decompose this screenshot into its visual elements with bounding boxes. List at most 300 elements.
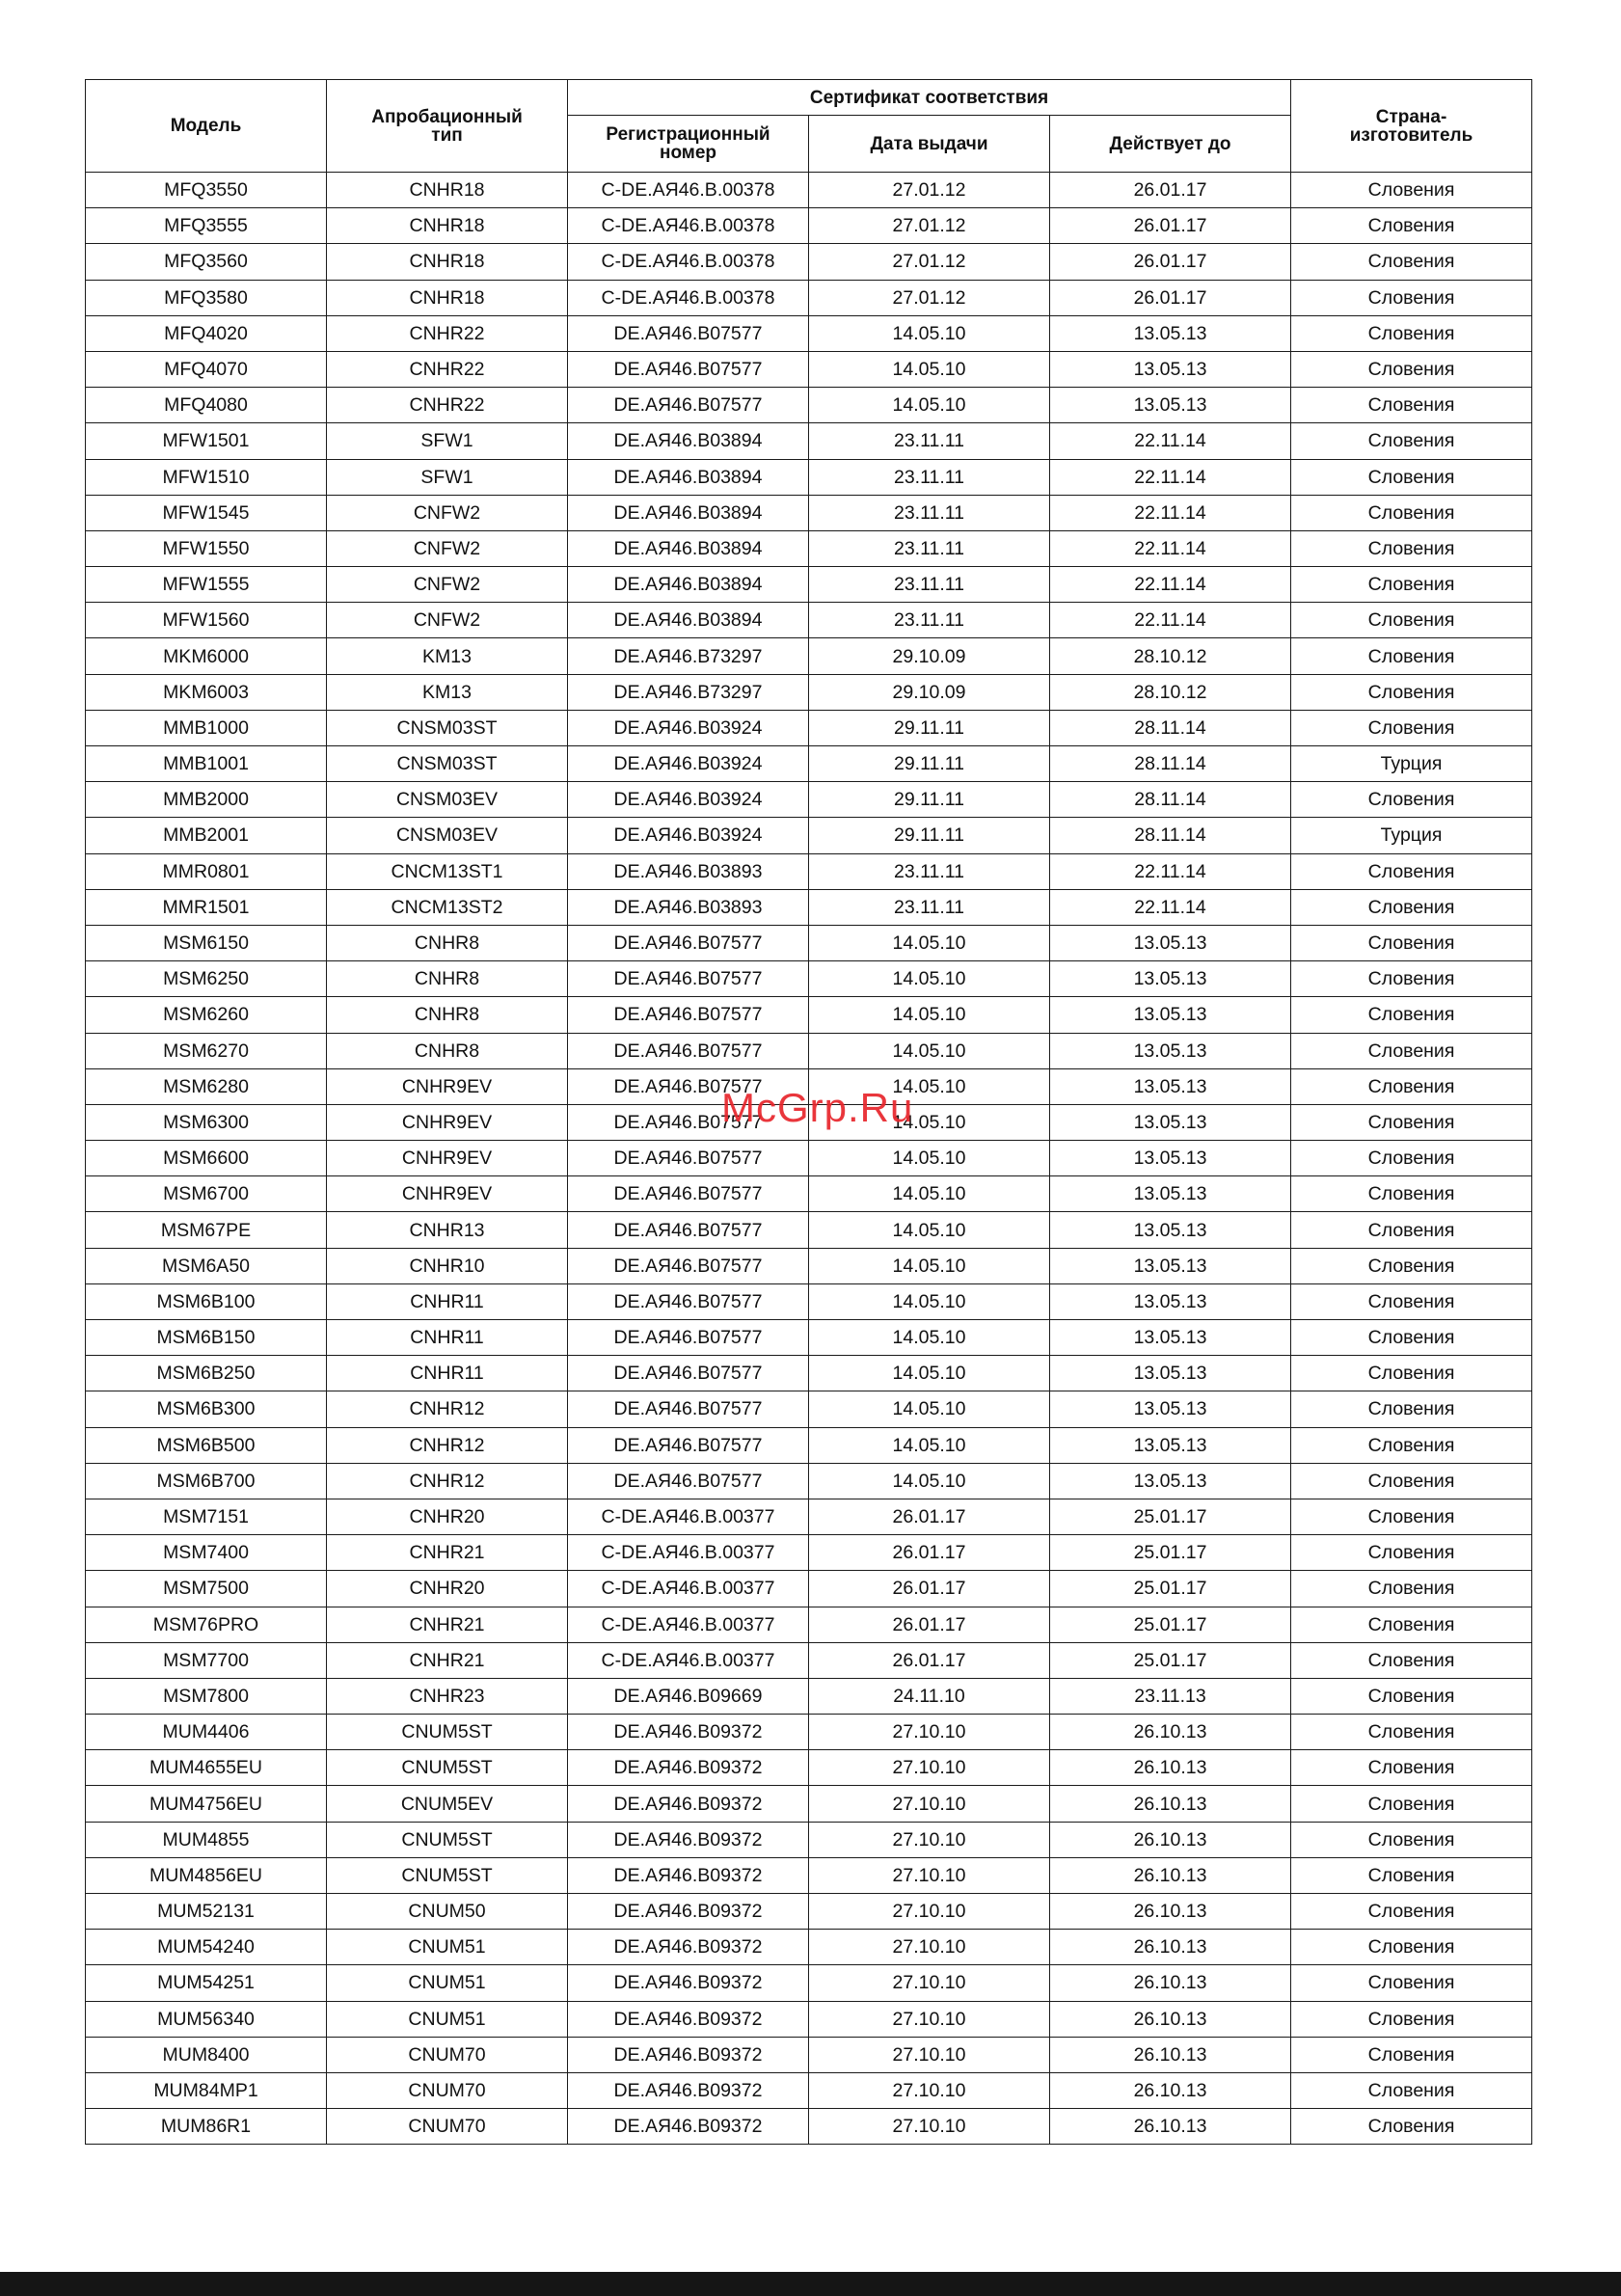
cell-reg-number: DE.АЯ46.B07577 (568, 1463, 809, 1499)
cell-reg-number: DE.АЯ46.B07577 (568, 1104, 809, 1140)
table-row (86, 1965, 1532, 2001)
header-issue-date: Дата выдачи (809, 116, 1050, 173)
table-row (86, 2072, 1532, 2108)
cell-valid-until: 13.05.13 (1050, 388, 1291, 423)
cell-country: Словения (1291, 1356, 1532, 1391)
cell-country: Словения (1291, 1212, 1532, 1248)
table-row (86, 1857, 1532, 1893)
cell-issue-date: 23.11.11 (809, 495, 1050, 530)
cell-valid-until: 13.05.13 (1050, 997, 1291, 1033)
cell-reg-number: DE.АЯ46.B09372 (568, 2037, 809, 2072)
cell-type: CNUM70 (327, 2109, 568, 2145)
table-row (86, 244, 1532, 280)
cell-type: CNHR20 (327, 1499, 568, 1534)
table-row (86, 818, 1532, 853)
cell-issue-date: 26.01.17 (809, 1499, 1050, 1534)
cell-model: MSM7500 (86, 1571, 327, 1607)
cell-reg-number: DE.АЯ46.B09372 (568, 2072, 809, 2108)
cell-valid-until: 13.05.13 (1050, 1104, 1291, 1140)
header-type: Апробационный тип (327, 80, 568, 173)
table-row (86, 1427, 1532, 1463)
cell-issue-date: 29.11.11 (809, 710, 1050, 745)
cell-model: MSM7700 (86, 1642, 327, 1678)
cell-country: Словения (1291, 1642, 1532, 1678)
cell-model: MFQ3560 (86, 244, 327, 280)
table-row (86, 961, 1532, 997)
table-row (86, 1894, 1532, 1930)
cell-model: MUM86R1 (86, 2109, 327, 2145)
cell-valid-until: 13.05.13 (1050, 1283, 1291, 1319)
cell-reg-number: DE.АЯ46.B07577 (568, 1068, 809, 1104)
table-row (86, 1535, 1532, 1571)
table-row (86, 997, 1532, 1033)
cell-model: MSM6B150 (86, 1320, 327, 1356)
cell-type: CNHR9EV (327, 1176, 568, 1212)
cell-type: CNUM51 (327, 1930, 568, 1965)
cell-country: Словения (1291, 2072, 1532, 2108)
cell-model: MSM6B300 (86, 1391, 327, 1427)
cell-model: MFW1550 (86, 530, 327, 566)
cell-issue-date: 14.05.10 (809, 1283, 1050, 1319)
table-row (86, 782, 1532, 818)
cell-reg-number: DE.АЯ46.B03894 (568, 459, 809, 495)
cell-model: MFW1560 (86, 603, 327, 638)
cell-type: CNUM5ST (327, 1750, 568, 1786)
cell-reg-number: DE.АЯ46.B03894 (568, 423, 809, 459)
table-row (86, 1678, 1532, 1714)
cell-issue-date: 27.01.12 (809, 244, 1050, 280)
cell-type: CNHR8 (327, 925, 568, 960)
cell-reg-number: DE.АЯ46.B09372 (568, 1715, 809, 1750)
cell-reg-number: DE.АЯ46.B09372 (568, 1965, 809, 2001)
table-row (86, 1391, 1532, 1427)
cell-country: Словения (1291, 1678, 1532, 1714)
cell-country: Словения (1291, 1033, 1532, 1068)
cell-model: MFW1545 (86, 495, 327, 530)
cell-model: MKM6000 (86, 638, 327, 674)
table-row (86, 710, 1532, 745)
cell-valid-until: 26.01.17 (1050, 244, 1291, 280)
cell-country: Словения (1291, 961, 1532, 997)
cell-type: CNHR21 (327, 1535, 568, 1571)
cell-type: CNSM03ST (327, 746, 568, 782)
cell-reg-number: C-DE.АЯ46.B.00377 (568, 1642, 809, 1678)
cell-issue-date: 14.05.10 (809, 1141, 1050, 1176)
table-row (86, 173, 1532, 208)
cell-valid-until: 26.10.13 (1050, 1857, 1291, 1893)
header-reg-number: Регистрационный номер (568, 116, 809, 173)
header-row-top (86, 80, 1532, 116)
cell-issue-date: 23.11.11 (809, 567, 1050, 603)
cell-issue-date: 26.01.17 (809, 1607, 1050, 1642)
cell-model: MSM6280 (86, 1068, 327, 1104)
cell-issue-date: 27.10.10 (809, 1965, 1050, 2001)
cell-model: MUM84MP1 (86, 2072, 327, 2108)
cell-country: Словения (1291, 1499, 1532, 1534)
table-row (86, 495, 1532, 530)
cell-valid-until: 26.10.13 (1050, 1715, 1291, 1750)
cell-type: CNHR8 (327, 1033, 568, 1068)
cell-valid-until: 13.05.13 (1050, 1248, 1291, 1283)
cell-reg-number: DE.АЯ46.B07577 (568, 1033, 809, 1068)
cell-valid-until: 25.01.17 (1050, 1571, 1291, 1607)
cell-issue-date: 14.05.10 (809, 1248, 1050, 1283)
cell-issue-date: 29.11.11 (809, 818, 1050, 853)
cell-type: CNUM51 (327, 1965, 568, 2001)
cell-type: CNHR22 (327, 388, 568, 423)
table-row (86, 1463, 1532, 1499)
cell-reg-number: C-DE.АЯ46.B.00377 (568, 1571, 809, 1607)
cell-valid-until: 25.01.17 (1050, 1535, 1291, 1571)
cell-reg-number: DE.АЯ46.B07577 (568, 997, 809, 1033)
cell-issue-date: 14.05.10 (809, 1176, 1050, 1212)
cell-country: Словения (1291, 280, 1532, 315)
cell-reg-number: DE.АЯ46.B09372 (568, 1822, 809, 1857)
cell-type: CNHR11 (327, 1283, 568, 1319)
table-row (86, 1750, 1532, 1786)
cell-valid-until: 26.10.13 (1050, 1750, 1291, 1786)
cell-type: CNHR13 (327, 1212, 568, 1248)
cell-model: MMB2001 (86, 818, 327, 853)
watermark-text: McGrp.Ru (721, 1085, 914, 1130)
cell-reg-number: DE.АЯ46.B09669 (568, 1678, 809, 1714)
cell-model: MUM8400 (86, 2037, 327, 2072)
cell-valid-until: 26.10.13 (1050, 2037, 1291, 2072)
cell-reg-number: C-DE.АЯ46.B.00377 (568, 1607, 809, 1642)
cell-reg-number: DE.АЯ46.B07577 (568, 1283, 809, 1319)
cell-issue-date: 27.01.12 (809, 173, 1050, 208)
cell-valid-until: 13.05.13 (1050, 1427, 1291, 1463)
table-row (86, 280, 1532, 315)
cell-country: Словения (1291, 423, 1532, 459)
cell-model: MFQ4070 (86, 351, 327, 387)
cell-country: Словения (1291, 782, 1532, 818)
cell-country: Словения (1291, 1715, 1532, 1750)
cell-type: KM13 (327, 674, 568, 710)
table-row (86, 1822, 1532, 1857)
table-row (86, 1212, 1532, 1248)
cell-valid-until: 26.01.17 (1050, 208, 1291, 244)
cell-valid-until: 28.11.14 (1050, 818, 1291, 853)
table-body (86, 173, 1532, 2145)
cell-country: Словения (1291, 1965, 1532, 2001)
cell-model: MMB1001 (86, 746, 327, 782)
cell-issue-date: 14.05.10 (809, 1320, 1050, 1356)
cell-type: CNUM70 (327, 2037, 568, 2072)
table-row (86, 1033, 1532, 1068)
cell-reg-number: C-DE.АЯ46.B.00378 (568, 244, 809, 280)
cell-country: Словения (1291, 1750, 1532, 1786)
cell-model: MSM7400 (86, 1535, 327, 1571)
cell-type: CNUM70 (327, 2072, 568, 2108)
cell-valid-until: 22.11.14 (1050, 853, 1291, 889)
header-valid-until: Действует до (1050, 116, 1291, 173)
cell-issue-date: 24.11.10 (809, 1678, 1050, 1714)
cell-country: Словения (1291, 244, 1532, 280)
cell-valid-until: 13.05.13 (1050, 1176, 1291, 1212)
cell-issue-date: 14.05.10 (809, 1463, 1050, 1499)
cell-reg-number: DE.АЯ46.B07577 (568, 1212, 809, 1248)
cell-country: Словения (1291, 1463, 1532, 1499)
cell-issue-date: 23.11.11 (809, 530, 1050, 566)
cell-country: Словения (1291, 1141, 1532, 1176)
table-row (86, 1642, 1532, 1678)
cell-reg-number: DE.АЯ46.B73297 (568, 638, 809, 674)
cell-type: CNHR9EV (327, 1104, 568, 1140)
table-row (86, 1786, 1532, 1822)
cell-country: Словения (1291, 1786, 1532, 1822)
cell-issue-date: 14.05.10 (809, 997, 1050, 1033)
cell-type: CNSM03ST (327, 710, 568, 745)
cell-valid-until: 22.11.14 (1050, 423, 1291, 459)
cell-reg-number: DE.АЯ46.B03924 (568, 710, 809, 745)
cell-country: Словения (1291, 710, 1532, 745)
cell-valid-until: 28.11.14 (1050, 746, 1291, 782)
cell-reg-number: DE.АЯ46.B03893 (568, 853, 809, 889)
cell-model: MFQ4020 (86, 315, 327, 351)
cell-model: MMB2000 (86, 782, 327, 818)
cell-type: CNHR20 (327, 1571, 568, 1607)
cell-issue-date: 26.01.17 (809, 1571, 1050, 1607)
cell-valid-until: 25.01.17 (1050, 1499, 1291, 1534)
table-row (86, 2037, 1532, 2072)
table-row (86, 603, 1532, 638)
cell-country: Словения (1291, 1894, 1532, 1930)
cell-country: Словения (1291, 1176, 1532, 1212)
cell-valid-until: 26.10.13 (1050, 2109, 1291, 2145)
cell-type: CNHR22 (327, 315, 568, 351)
cell-issue-date: 23.11.11 (809, 889, 1050, 925)
cell-model: MSM6150 (86, 925, 327, 960)
cell-issue-date: 26.01.17 (809, 1535, 1050, 1571)
cell-issue-date: 27.10.10 (809, 1715, 1050, 1750)
cell-type: CNUM51 (327, 2001, 568, 2037)
cell-valid-until: 13.05.13 (1050, 925, 1291, 960)
cell-country: Словения (1291, 173, 1532, 208)
cell-reg-number: DE.АЯ46.B03924 (568, 818, 809, 853)
cell-model: MFQ3555 (86, 208, 327, 244)
cell-valid-until: 13.05.13 (1050, 1463, 1291, 1499)
table-row (86, 889, 1532, 925)
cell-reg-number: DE.АЯ46.B09372 (568, 1930, 809, 1965)
cell-issue-date: 27.10.10 (809, 2037, 1050, 2072)
cell-reg-number: DE.АЯ46.B03894 (568, 603, 809, 638)
cell-country: Словения (1291, 351, 1532, 387)
table-row (86, 530, 1532, 566)
cell-country: Словения (1291, 1104, 1532, 1140)
cell-country: Словения (1291, 1391, 1532, 1427)
cell-issue-date: 27.01.12 (809, 280, 1050, 315)
cell-country: Словения (1291, 208, 1532, 244)
cell-type: CNHR18 (327, 280, 568, 315)
cell-valid-until: 26.10.13 (1050, 2072, 1291, 2108)
cell-model: MSM6700 (86, 1176, 327, 1212)
cell-type: CNHR18 (327, 244, 568, 280)
cell-type: CNHR9EV (327, 1068, 568, 1104)
cell-type: CNFW2 (327, 567, 568, 603)
cell-country: Словения (1291, 1607, 1532, 1642)
cell-model: MSM76PRO (86, 1607, 327, 1642)
cell-country: Словения (1291, 1283, 1532, 1319)
cell-model: MUM54251 (86, 1965, 327, 2001)
cell-type: CNHR11 (327, 1356, 568, 1391)
cell-reg-number: DE.АЯ46.B09372 (568, 1857, 809, 1893)
cell-reg-number: DE.АЯ46.B73297 (568, 674, 809, 710)
header-country: Страна-изготовитель (1291, 80, 1532, 173)
cell-model: MSM6A50 (86, 1248, 327, 1283)
cell-valid-until: 22.11.14 (1050, 495, 1291, 530)
cell-country: Словения (1291, 925, 1532, 960)
cell-model: MFW1555 (86, 567, 327, 603)
table-row (86, 2109, 1532, 2145)
cell-country: Словения (1291, 889, 1532, 925)
cell-type: CNHR12 (327, 1391, 568, 1427)
cell-valid-until: 26.10.13 (1050, 2001, 1291, 2037)
cell-reg-number: DE.АЯ46.B07577 (568, 925, 809, 960)
cell-country: Словения (1291, 459, 1532, 495)
cell-model: MFQ3580 (86, 280, 327, 315)
cell-valid-until: 28.10.12 (1050, 638, 1291, 674)
cell-type: CNHR23 (327, 1678, 568, 1714)
cell-model: MSM6B250 (86, 1356, 327, 1391)
cell-valid-until: 26.10.13 (1050, 1930, 1291, 1965)
cell-country: Словения (1291, 1822, 1532, 1857)
cell-country: Словения (1291, 530, 1532, 566)
cell-valid-until: 13.05.13 (1050, 1033, 1291, 1068)
cell-model: MFQ3550 (86, 173, 327, 208)
cell-reg-number: DE.АЯ46.B09372 (568, 2001, 809, 2037)
cell-valid-until: 13.05.13 (1050, 1068, 1291, 1104)
cell-valid-until: 28.10.12 (1050, 674, 1291, 710)
cell-valid-until: 13.05.13 (1050, 1391, 1291, 1427)
cell-valid-until: 26.01.17 (1050, 173, 1291, 208)
cell-country: Словения (1291, 495, 1532, 530)
cell-model: MSM6B700 (86, 1463, 327, 1499)
cell-reg-number: DE.АЯ46.B03894 (568, 530, 809, 566)
cell-type: CNCM13ST1 (327, 853, 568, 889)
cell-type: CNUM5EV (327, 1786, 568, 1822)
table-row (86, 1930, 1532, 1965)
cell-type: CNCM13ST2 (327, 889, 568, 925)
cell-type: CNSM03EV (327, 782, 568, 818)
cell-reg-number: DE.АЯ46.B07577 (568, 351, 809, 387)
table-row (86, 1607, 1532, 1642)
cell-model: MSM7800 (86, 1678, 327, 1714)
cell-issue-date: 29.10.09 (809, 674, 1050, 710)
cell-country: Словения (1291, 638, 1532, 674)
cell-country: Словения (1291, 1068, 1532, 1104)
cell-model: MUM54240 (86, 1930, 327, 1965)
table-row (86, 351, 1532, 387)
cell-model: MSM6B100 (86, 1283, 327, 1319)
cell-valid-until: 25.01.17 (1050, 1642, 1291, 1678)
cell-valid-until: 26.10.13 (1050, 1965, 1291, 2001)
table-row (86, 1715, 1532, 1750)
cell-country: Словения (1291, 567, 1532, 603)
cell-valid-until: 22.11.14 (1050, 889, 1291, 925)
cell-country: Словения (1291, 1857, 1532, 1893)
cell-type: CNSM03EV (327, 818, 568, 853)
cell-reg-number: DE.АЯ46.B03893 (568, 889, 809, 925)
cell-reg-number: DE.АЯ46.B09372 (568, 1750, 809, 1786)
table-row (86, 567, 1532, 603)
cell-valid-until: 13.05.13 (1050, 315, 1291, 351)
cell-type: CNHR21 (327, 1642, 568, 1678)
cell-country: Словения (1291, 603, 1532, 638)
cell-issue-date: 14.05.10 (809, 1104, 1050, 1140)
cell-valid-until: 28.11.14 (1050, 710, 1291, 745)
cell-valid-until: 13.05.13 (1050, 1212, 1291, 1248)
cell-model: MFW1501 (86, 423, 327, 459)
cell-reg-number: DE.АЯ46.B07577 (568, 388, 809, 423)
cell-type: CNHR21 (327, 1607, 568, 1642)
cell-issue-date: 14.05.10 (809, 315, 1050, 351)
cell-issue-date: 14.05.10 (809, 961, 1050, 997)
cell-valid-until: 28.11.14 (1050, 782, 1291, 818)
cell-model: MSM6300 (86, 1104, 327, 1140)
cell-valid-until: 26.01.17 (1050, 280, 1291, 315)
cell-valid-until: 22.11.14 (1050, 530, 1291, 566)
cell-country: Словения (1291, 1320, 1532, 1356)
cell-type: CNHR11 (327, 1320, 568, 1356)
cell-valid-until: 13.05.13 (1050, 961, 1291, 997)
cell-reg-number: DE.АЯ46.B03894 (568, 495, 809, 530)
cell-issue-date: 27.10.10 (809, 1786, 1050, 1822)
cell-type: SFW1 (327, 423, 568, 459)
table-row (86, 1141, 1532, 1176)
table-row (86, 1356, 1532, 1391)
cell-reg-number: DE.АЯ46.B07577 (568, 961, 809, 997)
cell-type: CNUM5ST (327, 1715, 568, 1750)
cell-type: CNUM50 (327, 1894, 568, 1930)
table-row (86, 1176, 1532, 1212)
cell-model: MFW1510 (86, 459, 327, 495)
cell-country: Словения (1291, 997, 1532, 1033)
cell-issue-date: 29.11.11 (809, 746, 1050, 782)
cell-country: Словения (1291, 315, 1532, 351)
cell-issue-date: 27.10.10 (809, 1894, 1050, 1930)
table-row (86, 1571, 1532, 1607)
cell-country: Словения (1291, 2109, 1532, 2145)
cell-issue-date: 14.05.10 (809, 351, 1050, 387)
cell-model: MUM4856EU (86, 1857, 327, 1893)
table-row (86, 315, 1532, 351)
cell-reg-number: DE.АЯ46.B07577 (568, 1391, 809, 1427)
cell-valid-until: 22.11.14 (1050, 459, 1291, 495)
cell-reg-number: C-DE.АЯ46.B.00377 (568, 1535, 809, 1571)
cell-valid-until: 13.05.13 (1050, 1141, 1291, 1176)
table-row (86, 853, 1532, 889)
cell-reg-number: C-DE.АЯ46.B.00377 (568, 1499, 809, 1534)
cell-model: MUM4756EU (86, 1786, 327, 1822)
cell-reg-number: DE.АЯ46.B07577 (568, 1176, 809, 1212)
cell-model: MSM6270 (86, 1033, 327, 1068)
table-row (86, 423, 1532, 459)
cell-reg-number: DE.АЯ46.B07577 (568, 1356, 809, 1391)
cell-issue-date: 14.05.10 (809, 1033, 1050, 1068)
cell-issue-date: 23.11.11 (809, 459, 1050, 495)
cell-country: Словения (1291, 2001, 1532, 2037)
cell-country: Словения (1291, 1248, 1532, 1283)
cell-model: MFQ4080 (86, 388, 327, 423)
cell-reg-number: DE.АЯ46.B07577 (568, 1427, 809, 1463)
cell-type: CNUM5ST (327, 1822, 568, 1857)
cell-model: MMR1501 (86, 889, 327, 925)
cell-country: Словения (1291, 1571, 1532, 1607)
table-row (86, 746, 1532, 782)
cell-valid-until: 25.01.17 (1050, 1607, 1291, 1642)
cell-type: CNHR12 (327, 1463, 568, 1499)
